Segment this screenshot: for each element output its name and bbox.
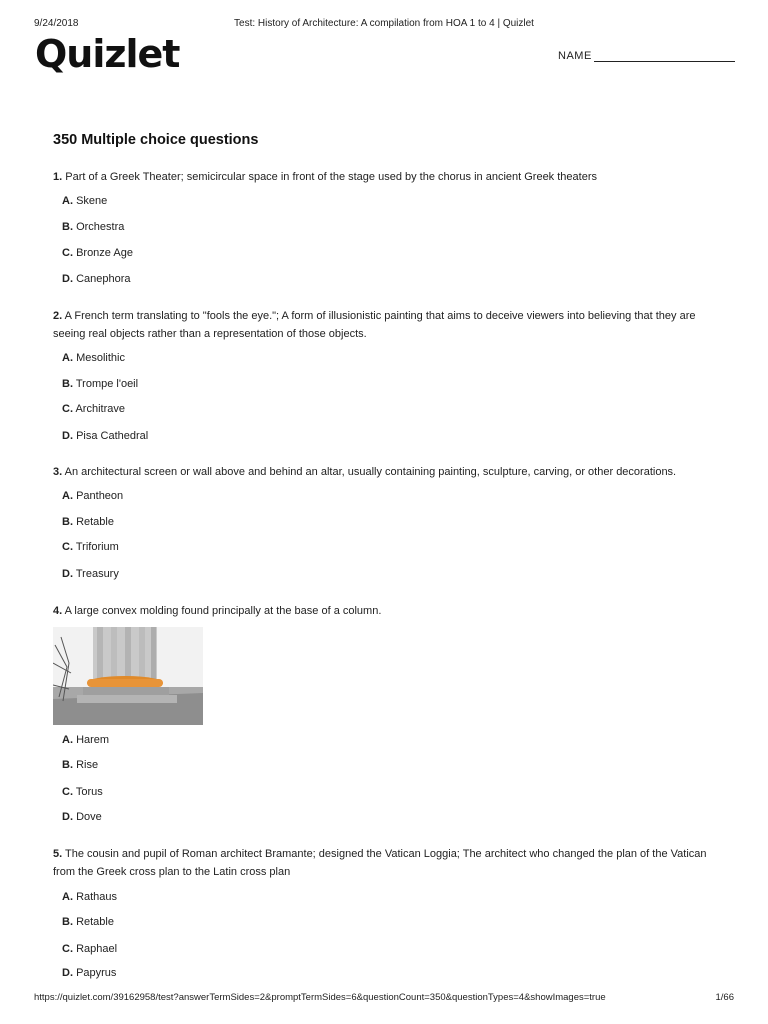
- option-text: Papyrus: [76, 967, 117, 979]
- question-prompt: [53, 168, 713, 186]
- option-letter: B.: [62, 516, 73, 528]
- option-letter: A.: [62, 352, 73, 364]
- answer-option: [62, 891, 117, 903]
- name-line: [594, 49, 735, 62]
- option-text: Skene: [76, 195, 108, 207]
- option-letter: A.: [62, 734, 73, 746]
- option-letter: B.: [62, 759, 73, 771]
- question-text: An architectural screen or wall above and behind an altar, usually containing painting, sculpture, carving, or other decorations.: [64, 466, 677, 478]
- option-text: Pantheon: [76, 490, 124, 502]
- column-base-photo: [53, 627, 203, 725]
- question-prompt: [53, 307, 713, 343]
- option-text: Retable: [76, 916, 114, 928]
- answer-option: [62, 568, 119, 580]
- option-letter: A.: [62, 490, 73, 502]
- print-footer: [34, 992, 734, 1003]
- option-text: Rise: [76, 759, 99, 771]
- answer-option: [62, 378, 138, 390]
- option-text: Mesolithic: [76, 352, 125, 364]
- option-text: Architrave: [75, 403, 125, 415]
- question-prompt: [53, 602, 713, 620]
- answer-option: [62, 516, 114, 528]
- footer-url: https://quizlet.com/39162958/test?answerTermSides=2&promptTermSides=6&questionCount=350&questionTypes=4&showImages=true: [34, 992, 606, 1003]
- question-text: The cousin and pupil of Roman architect Bramante; designed the Vatican Loggia; The architect who changed the plan of the Vatican from the Greek cross plan to the Latin cross plan: [53, 848, 707, 878]
- answer-option: [62, 734, 109, 746]
- question-number: 1.: [53, 171, 63, 183]
- option-text: Raphael: [76, 943, 118, 955]
- question-text: A French term translating to "fools the eye."; A form of illusionistic painting that aims to deceive viewers into believing that they are seeing real objects rather than a representation of those objects.: [53, 310, 696, 340]
- option-text: Triforium: [75, 541, 119, 553]
- answer-option: [62, 273, 131, 285]
- answer-option: [62, 811, 102, 823]
- option-text: Orchestra: [76, 221, 125, 233]
- option-text: Trompe l'oeil: [75, 378, 139, 390]
- name-label: NAME: [558, 50, 592, 62]
- answer-option: [62, 247, 133, 259]
- option-letter: C.: [62, 541, 73, 553]
- option-letter: D.: [62, 430, 73, 442]
- option-letter: B.: [62, 916, 73, 928]
- question-number: 4.: [53, 605, 63, 617]
- column-torus-illustration: [53, 627, 203, 725]
- question-number: 5.: [53, 848, 63, 860]
- option-letter: B.: [62, 221, 73, 233]
- option-text: Bronze Age: [76, 247, 133, 259]
- answer-option: [62, 943, 117, 955]
- option-letter: A.: [62, 195, 73, 207]
- question-3: [53, 463, 713, 580]
- option-text: Dove: [76, 811, 102, 823]
- question-1: [53, 168, 713, 285]
- option-text: Harem: [76, 734, 110, 746]
- option-letter: C.: [62, 247, 73, 259]
- question-prompt: [53, 463, 713, 481]
- answer-option: [62, 967, 116, 979]
- answer-option: [62, 759, 98, 771]
- option-text: Retable: [76, 516, 114, 528]
- question-4: [53, 602, 713, 823]
- option-letter: D.: [62, 273, 73, 285]
- question-number: 2.: [53, 310, 63, 322]
- answer-option: [62, 352, 125, 364]
- question-number: 3.: [53, 466, 63, 478]
- answer-option: [62, 403, 125, 415]
- answer-option: [62, 221, 124, 233]
- quizlet-logo: Quizlet: [35, 32, 180, 76]
- page-number: 1/66: [715, 992, 734, 1003]
- option-letter: D.: [62, 811, 73, 823]
- question-text: A large convex molding found principally at the base of a column.: [64, 605, 382, 617]
- print-title: Test: History of Architecture: A compilation from HOA 1 to 4 | Quizlet: [234, 18, 534, 29]
- answer-option: [62, 916, 114, 928]
- option-letter: C.: [62, 786, 73, 798]
- print-date: 9/24/2018: [34, 18, 79, 29]
- answer-option: [62, 490, 123, 502]
- option-letter: D.: [62, 967, 73, 979]
- option-text: Pisa Cathedral: [76, 430, 149, 442]
- answer-option: [62, 541, 119, 553]
- answer-option: [62, 430, 148, 442]
- answer-option: [62, 786, 103, 798]
- option-text: Treasury: [75, 568, 119, 580]
- option-letter: C.: [62, 403, 73, 415]
- question-5: [53, 845, 713, 979]
- page-heading: 350 Multiple choice questions: [53, 132, 259, 148]
- question-text: Part of a Greek Theater; semicircular space in front of the stage used by the chorus in ancient Greek theaters: [65, 171, 597, 183]
- option-letter: C.: [62, 943, 73, 955]
- option-text: Rathaus: [76, 891, 118, 903]
- option-text: Torus: [75, 786, 103, 798]
- option-letter: D.: [62, 568, 73, 580]
- option-text: Canephora: [76, 273, 131, 285]
- option-letter: A.: [62, 891, 73, 903]
- answer-option: [62, 195, 107, 207]
- question-prompt: [53, 845, 713, 881]
- question-2: [53, 307, 713, 442]
- option-letter: B.: [62, 378, 73, 390]
- name-field: [558, 49, 735, 62]
